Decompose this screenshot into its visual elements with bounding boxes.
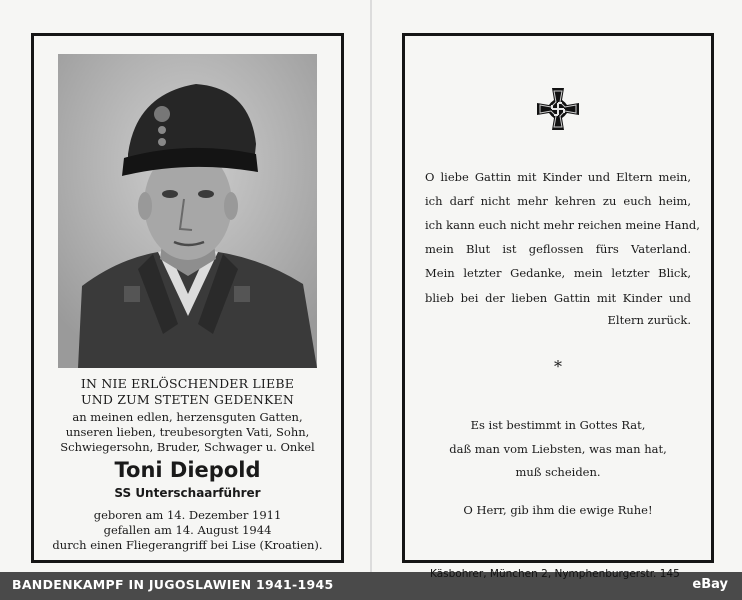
poem-line: O liebe Gattin mit Kinder und Eltern mein, — [425, 170, 691, 184]
ebay-logo: eBay — [692, 577, 728, 592]
asterisk-separator: * — [554, 357, 562, 376]
verse-line: daß man vom Liebsten, was man hat, — [449, 442, 667, 456]
dedication-line: Schwiegersohn, Bruder, Schwager u. Onkel — [60, 440, 315, 454]
dedication-line: an meinen edlen, herzensguten Gatten, — [72, 410, 303, 424]
left-card-frame — [31, 33, 344, 563]
birth-date-line: geboren am 14. Dezember 1911 — [93, 508, 282, 522]
poem-line: mein Blut ist geflossen fürs Vaterland. — [425, 242, 691, 256]
portrait-photo — [58, 54, 317, 368]
closing-prayer: O Herr, gib ihm die ewige Ruhe! — [463, 503, 653, 517]
death-date-line: gefallen am 14. August 1944 — [103, 523, 272, 537]
poem-line: blieb bei der lieben Gattin mit Kinder und — [425, 291, 691, 305]
iron-cross-icon — [535, 86, 581, 132]
military-rank: SS Unterschaarführer — [114, 486, 261, 500]
verse-line: Es ist bestimmt in Gottes Rat, — [470, 418, 646, 432]
poem-line: ich darf nicht mehr kehren zu euch heim, — [425, 194, 691, 208]
right-card-frame — [402, 33, 714, 563]
printer-credit: Käsbohrer, München 2, Nymphenburgerstr. 145 — [430, 568, 680, 580]
left-card — [0, 0, 370, 572]
verse-line: muß scheiden. — [515, 465, 601, 479]
memorial-heading-line1: IN NIE ERLÖSCHENDER LIEBE — [80, 376, 295, 391]
poem-line: Eltern zurück. — [607, 313, 691, 327]
memorial-heading-line2: UND ZUM STETEN GEDENKEN — [80, 392, 295, 407]
deceased-name: Toni Diepold — [114, 458, 261, 482]
right-card — [372, 0, 742, 572]
dedication-line: unseren lieben, treubesorgten Vati, Sohn, — [65, 425, 310, 439]
death-cause-line: durch einen Fliegerangriff bei Lise (Kroatien). — [52, 538, 323, 552]
footer-bar — [0, 568, 742, 600]
poem-line: Mein letzter Gedanke, mein letzter Blick, — [425, 266, 691, 280]
watermark-caption: BANDENKAMPF IN JUGOSLAWIEN 1941-1945 — [12, 577, 334, 592]
poem-line: ich kann euch nicht mehr reichen meine Hand, — [425, 218, 700, 232]
